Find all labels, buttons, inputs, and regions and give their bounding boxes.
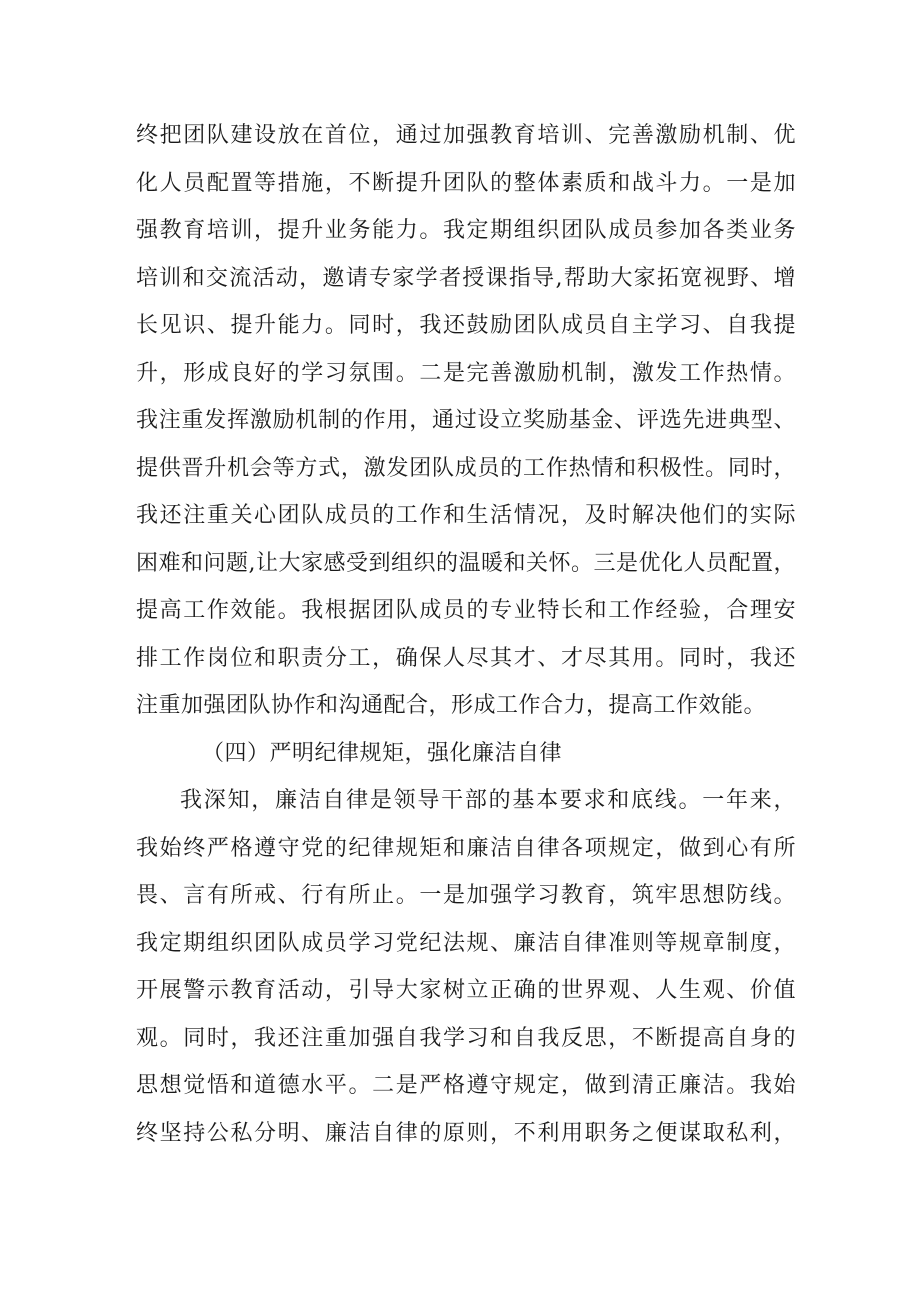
text-line: 终把团队建设放在首位，通过加强教育培训、完善激励机制、优 <box>136 123 796 148</box>
text-line: 升，形成良好的学习氛围。二是完善激励机制，激发工作热情。 <box>136 360 796 386</box>
text-line: 强教育培训，提升业务能力。我定期组织团队成员参加各类业务 <box>136 218 796 243</box>
text-line: 我深知，廉洁自律是领导干部的基本要求和底线。一年来， <box>180 788 796 813</box>
text-line: 我还注重关心团队成员的工作和生活情况，及时解决他们的实际 <box>136 503 796 528</box>
text-line: 提高工作效能。我根据团队成员的专业特长和工作经验，合理安 <box>136 598 796 623</box>
text-line: 长见识、提升能力。同时，我还鼓励团队成员自主学习、自我提 <box>136 313 796 338</box>
paragraph-discipline <box>136 777 796 1157</box>
paragraph-team-building <box>136 112 796 730</box>
text-line: 我注重发挥激励机制的作用，通过设立奖励基金、评选先进典型、 <box>136 408 796 433</box>
text-line: 培训和交流活动，邀请专家学者授课指导,帮助大家拓宽视野、增 <box>136 265 796 291</box>
text-line: 开展警示教育活动，引导大家树立正确的世界观、人生观、价值 <box>136 978 796 1003</box>
text-line: 困难和问题,让大家感受到组织的温暖和关怀。三是优化人员配置， <box>136 550 796 576</box>
text-line: 化人员配置等措施，不断提升团队的整体素质和战斗力。一是加 <box>136 170 796 196</box>
text-line: 思想觉悟和道德水平。二是严格遵守规定，做到清正廉洁。我始 <box>136 1073 796 1098</box>
text-line: 我定期组织团队成员学习党纪法规、廉洁自律准则等规章制度， <box>136 930 796 956</box>
text-line: 注重加强团队协作和沟通配合，形成工作合力，提高工作效能。 <box>136 693 767 718</box>
text-line: 排工作岗位和职责分工，确保人尽其才、才尽其用。同时，我还 <box>136 645 796 671</box>
text-line: 我始终严格遵守党的纪律规矩和廉洁自律各项规定，做到心有所 <box>136 835 796 861</box>
document-body <box>136 112 796 1157</box>
section-heading: （四）严明纪律规矩，强化廉洁自律 <box>202 740 563 766</box>
text-line: 观。同时，我还注重加强自我学习和自我反思，不断提高自身的 <box>136 1025 796 1051</box>
text-line: 终坚持公私分明、廉洁自律的原则，不利用职务之便谋取私利， <box>136 1120 796 1146</box>
text-line: 提供晋升机会等方式，激发团队成员的工作热情和积极性。同时， <box>136 455 796 481</box>
text-line: 畏、言有所戒、行有所止。一是加强学习教育，筑牢思想防线。 <box>136 883 796 908</box>
